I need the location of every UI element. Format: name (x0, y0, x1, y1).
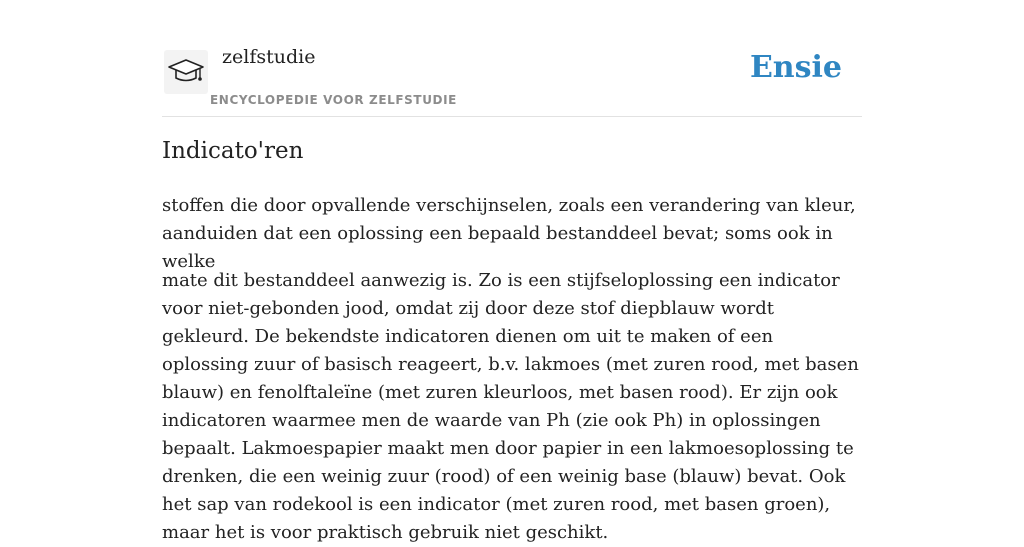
site-logo[interactable] (164, 50, 208, 94)
site-header (162, 0, 862, 117)
article-paragraph: stoffen die door opvallende verschijnselen, zoals een verandering van kleur, aanduiden dat een oplossing een bepaald bestanddeel bevat; soms ook in welke (162, 195, 856, 272)
site-name-link[interactable]: zelfstudie (222, 46, 316, 68)
ensie-brand-link[interactable]: Ensie (749, 50, 842, 85)
site-tagline: ENCYCLOPEDIE VOOR ZELFSTUDIE (210, 93, 457, 107)
article-title: Indicato'ren (162, 138, 304, 164)
article-paragraph: mate dit bestanddeel aanwezig is. Zo is een stijfseloplossing een indicator voor niet-gebonden jood, omdat zij door deze stof diepblauw wordt gekleurd. De bekendste indicatoren dienen om uit te maken of een oplossing zuur of basisch reageert, b.v. lakmoes (met zuren rood, met basen blauw) en fenolftaleïne (met zuren kleurloos, met basen rood). Er zijn ook indicatoren waarmee men de waarde van Ph (zie ook Ph) in oplossingen bepaalt. Lakmoespapier maakt men door papier in een lakmoesoplossing te drenken, die een weinig zuur (rood) of een weinig base (blauw) bevat. Ook het sap van rodekool is een indicator (met zuren rood, met basen groen), maar het is voor praktisch gebruik niet geschikt. (162, 270, 859, 543)
